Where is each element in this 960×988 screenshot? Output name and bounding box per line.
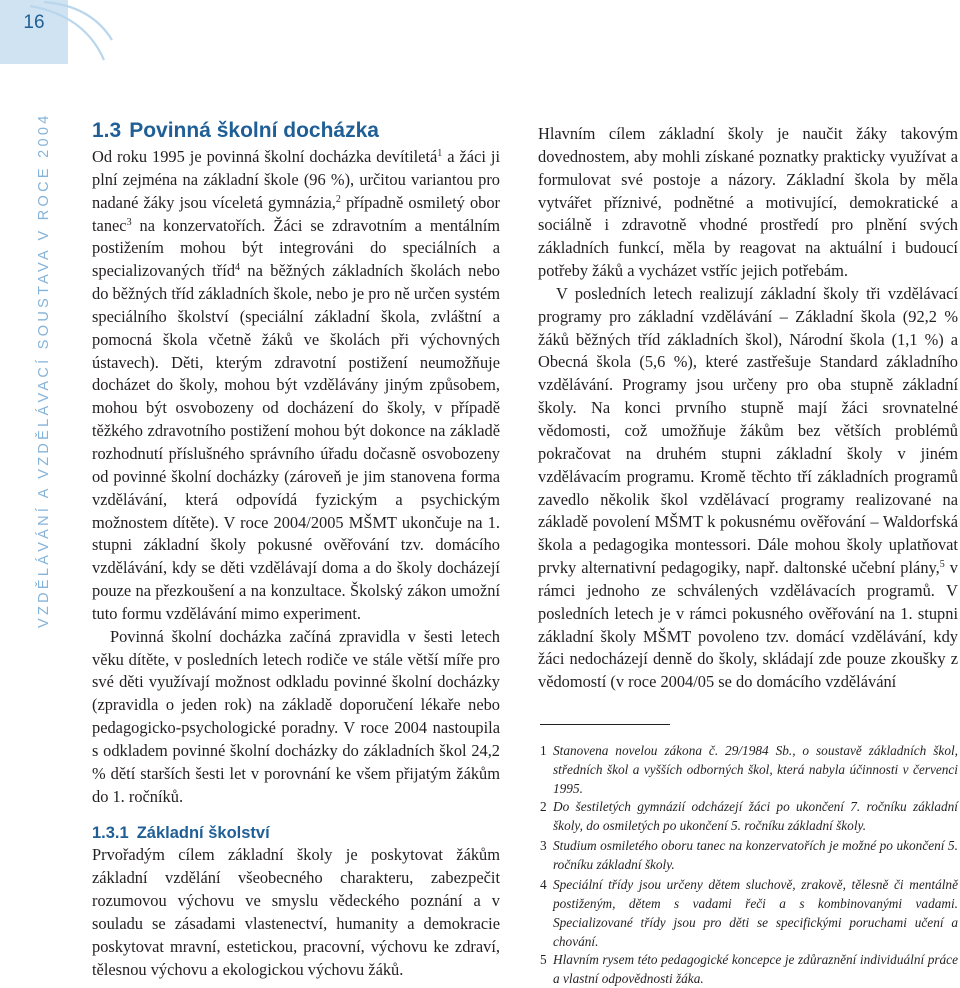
section-number: 1.3 bbox=[92, 119, 122, 142]
footnote bbox=[540, 741, 958, 798]
left-column bbox=[92, 118, 500, 982]
footnote bbox=[540, 950, 958, 988]
paragraph-text: Od roku 1995 je povinná školní docházka devítiletá bbox=[92, 147, 438, 166]
footnote-text: Do šestiletých gymnázií odcházejí žáci po ukončení 7. ročníku základní školy, do osmiletých po ukončení 5. ročníku základní školy. bbox=[553, 799, 958, 833]
footnote-number: 5 bbox=[540, 952, 547, 967]
subsection-paragraph: Prvořadým cílem základní školy je poskytovat žákům základní vzdělání všeobecného charakteru, zabezpečit rozumovou výchovu ve smyslu vědeckého poznání a v souladu se zásadami vlastenectví, humanity a demokracie poskytovat mravní, estetickou, pracovní, výchovu ke zdraví, tělesnou výchovu a ekologickou výchovu žáků. bbox=[92, 845, 500, 979]
subsection-title: Základní školství bbox=[136, 824, 270, 843]
footnote-reference: 1 bbox=[437, 148, 443, 159]
footnote-reference: 2 bbox=[335, 193, 341, 205]
footnote-number: 1 bbox=[540, 743, 547, 758]
paragraph-text: případně osmiletý obor tanec bbox=[92, 192, 500, 235]
footnote-text: Stanovena novelou zákona č. 29/1984 Sb., o soustavě základních škol, středních škol a vyšších odborných škol, která nabyla účinnosti v červenci 1995. bbox=[553, 743, 958, 796]
paragraph-text: Povinná školní docházka začíná zpravidla v šesti letech věku dítěte, v posledních letech rodiče ve stále větší míře pro své děti využívají možnost odkladu povinné školní docházky (zpravidla o jeden rok) na základě doporučení lékaře nebo pedagogicko-psychologické poradny. V roce 2004 nastoupila s odkladem povinné školní docházky do základních škol 24,2 % dětí starších šesti let v porovnání ke všem přijatým žákům do 1. ročníků. bbox=[92, 626, 500, 806]
footnote-reference: 4 bbox=[235, 262, 241, 274]
decorative-swoosh bbox=[0, 0, 120, 70]
paragraph-text: na běžných základních školách nebo do běžných tříd základních škole, nebo je pro ně určen systém speciálního školství (speciální základní škola, zvláštní a pomocná škola včetně žáků ve školách při výchovných ústavech). Děti, kterým zdravotní postižení neumožňuje docházet do školy, mohou být vzdělávány jiným způsobem, mohou být osvobozeny od docházení do školy, v případě těžkého zdravotního postižení mohou být dokonce na základě rozhodnutí příslušného správního úřadu dočasně osvobozeny od povinné školní docházky (zároveň je jim stanovena forma vzdělávání, která odpovídá fyzickým a psychickým možnostem dítěte). V roce 2004/2005 MŠMT ukončuje na 1. stupni základní školy pokusné ověřování tzv. domácího vzdělávání, kdy se děti vzdělávají doma a do školy docházejí pouze na přezkoušení a na konzultace. Školský zákon umožní tuto formu vzdělávání mimo experiment. bbox=[92, 261, 500, 623]
paragraph-text: V posledních letech realizují základní školy tři vzdělávací programy pro základní vzdělávání – Základní škola (92,2 % žáků běžných tříd základních škol), Národní škola (1,1 %) a Obecná škola (5,6 %), které zastřešuje Standard základního vzdělávání. Programy jsou určeny pro oba stupně základní školy. Na konci prvního stupně mají žáci srovnatelné vědomosti, což umožňuje žákům bez větších problémů pokračovat na druhém stupni základní školy v jiném vzdělávacím programu. Kromě těchto tří základních programů zavedlo několik škol vzdělávací programy realizované na základě povolení MŠMT k pokusnému ověřování – Waldorfská škola a pedagogika montessori. Dále mohou školy uplatňovat prvky alternativní pedagogiky, např. daltonské učební plány, bbox=[538, 283, 958, 578]
footnote-text: Studium osmiletého oboru tanec na konzervatořích je možné po ukončení 5. ročníku základní školy. bbox=[553, 838, 958, 872]
section-title: Povinná školní docházka bbox=[129, 119, 379, 142]
paragraph-text: a žáci ji plní zejména na základní škole (96 %), určitou variantou pro nadané žáky jsou víceletá gymnázia, bbox=[92, 147, 500, 212]
paragraph-text: v rámci jednoho ze schválených vzdělávacích programů. V posledních letech je v rámci pokusného ověřování na 1. stupni základní školy MŠMT povoleno tzv. domácí vzdělávání, kdy žáci nedocházejí denně do školy, skládají zde pouze zkoušky z vědomostí (v roce 2004/05 se do domácího vzdělávání bbox=[538, 558, 958, 692]
footnote bbox=[540, 875, 958, 951]
right-column bbox=[538, 123, 958, 694]
paragraph-text: na konzervatořích. Žáci se zdravotním a mentálním postižením mohou být integrováni do speciálních a specializovaných tříd bbox=[92, 215, 500, 281]
running-title: VZDĚLÁVÁNÍ A VZDĚLÁVACÍ SOUSTAVA V ROCE 2004 bbox=[36, 112, 52, 628]
footnote-number: 2 bbox=[540, 799, 547, 814]
subsection-number: 1.3.1 bbox=[92, 824, 129, 843]
section-paragraph-2 bbox=[92, 626, 500, 809]
right-paragraph-1 bbox=[538, 123, 958, 283]
footnote-text: Speciální třídy jsou určeny dětem sluchově, zrakově, tělesně či mentálně postiženým, dětem s vadami řeči a s kombinovanými vadami. Specializované třídy jsou pro děti se specifickými poruchami učení a chování. bbox=[553, 877, 958, 949]
page-number: 16 bbox=[23, 12, 45, 33]
section-heading bbox=[92, 118, 500, 144]
section-paragraph-1 bbox=[92, 146, 500, 626]
footnote-number: 3 bbox=[540, 838, 547, 853]
footnote-number: 4 bbox=[540, 877, 547, 892]
footnote-rule bbox=[540, 724, 670, 725]
footnote bbox=[540, 797, 958, 835]
footnote-reference: 5 bbox=[939, 559, 945, 571]
footnote-text: Hlavním rysem této pedagogické koncepce je zdůraznění individuální práce a vlastní odpovědnosti žáka. bbox=[553, 952, 958, 986]
subsection-heading bbox=[92, 822, 500, 844]
footnote-reference: 3 bbox=[126, 216, 132, 228]
paragraph-text: Hlavním cílem základní školy je naučit žáky takovým dovednostem, aby mohli získané poznatky prakticky využívat a formulovat své postoje a názory. Základní škola by měla vytvářet příznivé, podnětné a motivující, demokratické a sociálně i zdravotně vhodné prostředí pro plnění svých základních funkcí, měla by reagovat na aktuální i budoucí potřeby žáků a vycházet vstříc jejich potřebám. bbox=[538, 124, 958, 281]
right-paragraph-2 bbox=[538, 283, 958, 694]
footnote bbox=[540, 836, 958, 874]
